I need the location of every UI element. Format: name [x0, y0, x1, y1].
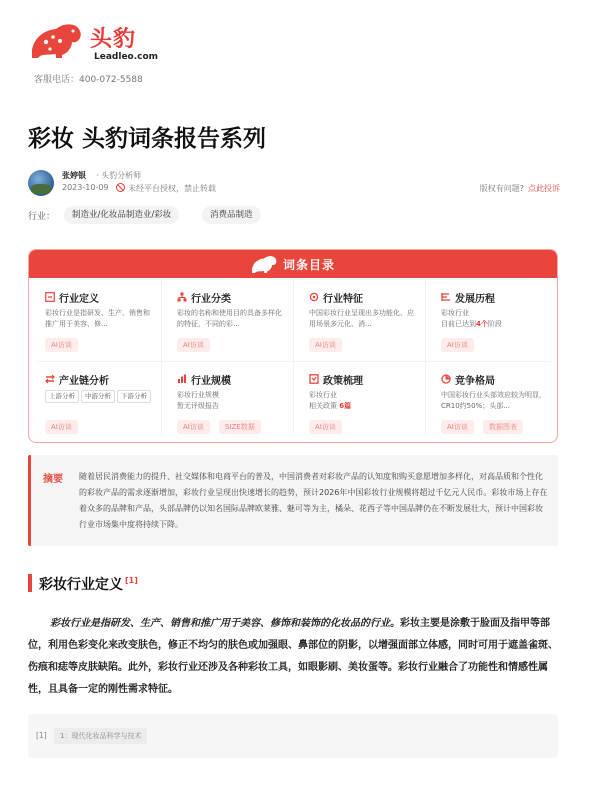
toc-item-desc-line: 彩妆行业 — [309, 391, 337, 399]
toc-item-desc: 彩妆的名称和使用目的具备多样化的特征，不同的彩... — [177, 309, 282, 328]
feature-icon — [309, 292, 319, 302]
avatar[interactable] — [28, 170, 54, 196]
brand-name-cn: 头豹 — [90, 27, 137, 52]
abstract-box — [28, 455, 558, 546]
toc-item-competition[interactable] — [425, 362, 557, 442]
competition-icon — [441, 374, 451, 384]
industry-tag[interactable]: 制造业/化妆品制造业/彩妆 — [64, 206, 179, 224]
desc-text: 阶段 — [487, 320, 502, 328]
author-role: · 头豹分析师 — [96, 171, 142, 180]
author-name[interactable]: 张婷银 — [62, 171, 86, 180]
brand-name-en: Leadleo.com — [94, 52, 159, 62]
size-data-button[interactable]: SIZE数据 — [219, 420, 261, 434]
toc-item-desc: 中国彩妆行业呈现出多功能化、应用场景多元化、消... — [309, 309, 414, 328]
toc-item-feature[interactable] — [293, 280, 425, 360]
desc-text: 目前已达到 — [441, 320, 476, 328]
author-row — [28, 170, 560, 196]
page-title: 彩妆 头豹词条报告系列 — [28, 126, 267, 152]
reference-number: [1] — [36, 731, 47, 740]
section-accent-bar — [28, 574, 32, 592]
toc-item-desc-line: 彩妆行业规模 — [177, 391, 219, 399]
downstream-tag[interactable]: 下游分析 — [117, 390, 151, 403]
toc-item-title: 政策梳理 — [323, 376, 363, 387]
upstream-tag[interactable]: 上游分析 — [45, 390, 79, 403]
classification-icon — [177, 292, 187, 302]
reference-mark[interactable]: [1] — [125, 576, 138, 586]
definition-paragraph — [28, 613, 558, 701]
industry-label: 行业： — [28, 212, 56, 222]
policy-icon — [309, 374, 319, 384]
desc-text: 相关政策 — [309, 402, 337, 410]
definition-icon — [45, 292, 55, 302]
toc-item-policy[interactable] — [293, 362, 425, 442]
toc-item-desc-line: 彩妆行业 — [441, 309, 469, 317]
ban-icon — [116, 183, 125, 192]
section-title — [39, 574, 138, 594]
definition-body: 彩妆主要是涂敷于脸面及指甲等部位，利用色彩变化来改变肤色，修正不均匀的肤色或加强眼、鼻部位的阴影，以增强面部立体感，同时可用于遮盖雀斑、伤痕和痣等皮肤缺陷。此外，彩妆行业还涉及各种彩妆工具，如眼影刷、美妆蛋等。彩妆行业融合了功能性和情感性属性，且具备一定的刚性需求特征。 — [28, 618, 558, 695]
ai-interview-button[interactable]: AI访谈 — [441, 338, 474, 352]
hotline-text: 客服电话：400-072-5588 — [34, 75, 143, 85]
toc-item-title: 竞争格局 — [455, 376, 495, 387]
scale-icon — [177, 374, 187, 384]
reference-box — [28, 714, 558, 758]
chain-icon — [45, 374, 55, 384]
toc-title: 词条目录 — [283, 258, 336, 272]
abstract-label: 摘要 — [43, 474, 63, 485]
toc-item-desc-line: 暂无评级报告 — [177, 402, 219, 410]
ai-interview-button[interactable]: AI访谈 — [309, 420, 342, 434]
definition-lead: 彩妆行业是指研发、生产、销售和推广用于美容、修饰和装饰的化妆品的行业。 — [50, 618, 400, 629]
leopard-logo-icon — [250, 253, 278, 275]
toc-item-title: 行业分类 — [191, 294, 231, 305]
toc-item-desc: 彩妆行业是指研发、生产、销售和推广用于美容、修... — [45, 309, 150, 328]
ai-interview-button[interactable]: AI访谈 — [441, 420, 474, 434]
ai-interview-button[interactable]: AI访谈 — [45, 420, 78, 434]
abstract-text: 随着居民消费能力的提升、社交媒体和电商平台的普及，中国消费者对彩妆产品的认知度和购买意愿增加多样化，对高品质和个性化的彩妆产品的需求逐渐增加，彩妆行业呈现出快速增长的趋势，预计2026年中国彩妆行业规模将超过千亿元人民币。彩妆市场上存在着众多的品牌和产品，头部品牌仍以知名国际品牌欧莱雅、魅可等为主，橘朵、花西子等中国品牌仍在不断发展壮大，预计中国彩妆行业市场集中度将持续下降。 — [79, 472, 548, 529]
toc-item-desc — [177, 390, 285, 412]
ai-interview-button[interactable]: AI访谈 — [45, 338, 78, 352]
toc-panel — [28, 249, 558, 443]
reference-item[interactable]: 1：现代化妆品科学与技术 — [54, 728, 147, 744]
toc-item-desc-line — [309, 401, 417, 412]
section-title-text: 彩妆行业定义 — [39, 577, 123, 593]
copyright-question-text: 版权有问题? — [479, 184, 524, 193]
copyright-question — [480, 183, 560, 194]
desc-highlight: 6篇 — [339, 402, 352, 410]
ai-interview-button[interactable]: AI访谈 — [309, 338, 342, 352]
toc-item-desc — [309, 390, 417, 412]
toc-item-history[interactable] — [425, 280, 557, 360]
data-chart-button[interactable]: 数据图表 — [483, 420, 523, 434]
leopard-logo-icon — [28, 20, 84, 60]
ai-interview-button[interactable]: AI访谈 — [177, 420, 210, 434]
history-icon — [441, 292, 451, 302]
publish-date: 2023-10-09 — [62, 183, 109, 192]
midstream-tag[interactable]: 中游分析 — [81, 390, 115, 403]
toc-item-scale[interactable] — [161, 362, 293, 442]
toc-item-title: 产业链分析 — [59, 376, 109, 387]
toc-item-desc: 中国彩妆行业头部效应较为明显，CR10约50%；头部... — [441, 391, 546, 410]
toc-item-desc-line — [441, 319, 549, 330]
toc-item-chain[interactable] — [29, 362, 161, 442]
toc-header — [29, 250, 557, 278]
toc-item-title: 发展历程 — [455, 294, 495, 305]
toc-item-title: 行业规模 — [191, 376, 231, 387]
industry-tag[interactable]: 消费品制造 — [202, 206, 261, 224]
report-link[interactable]: 点此投诉 — [528, 184, 560, 193]
toc-item-title: 行业特征 — [323, 294, 363, 305]
toc-item-classification[interactable] — [161, 280, 293, 360]
ai-interview-button[interactable]: AI访谈 — [177, 338, 210, 352]
desc-highlight: 4个 — [476, 320, 488, 328]
reprint-notice: 未经平台授权，禁止转载 — [128, 184, 216, 193]
brand-header — [28, 16, 188, 86]
toc-item-definition[interactable] — [29, 280, 161, 360]
toc-item-title: 行业定义 — [59, 294, 99, 305]
toc-item-desc — [441, 308, 549, 330]
